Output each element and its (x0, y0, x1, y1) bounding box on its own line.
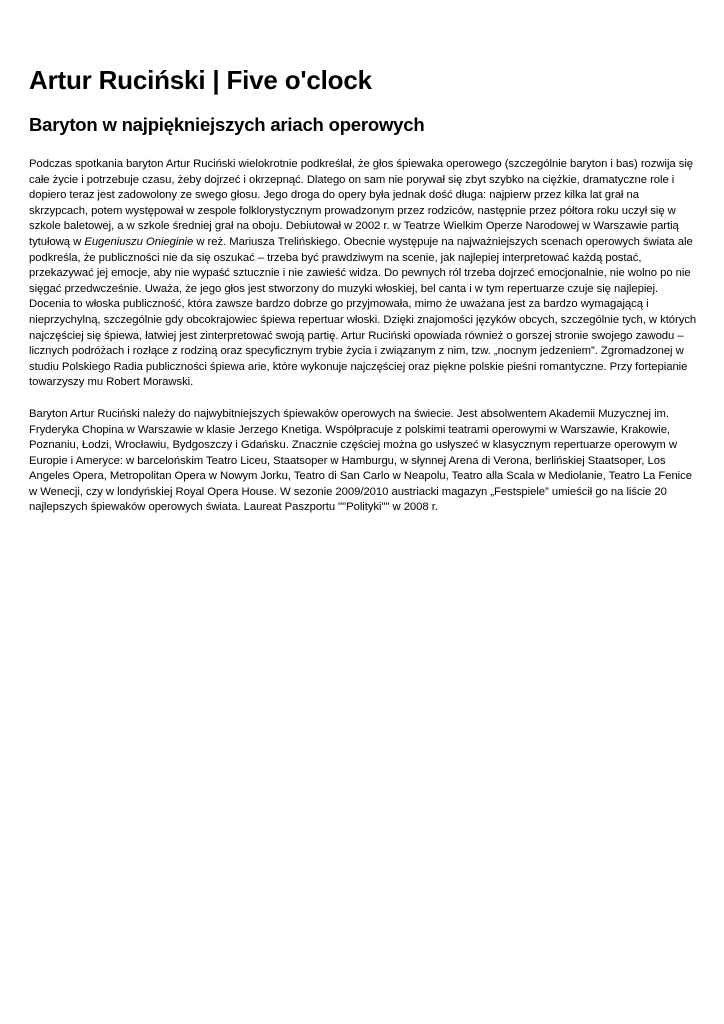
page-subtitle: Baryton w najpiękniejszych ariach operowych (29, 114, 425, 135)
paragraph-biography: Baryton Artur Ruciński należy do najwybitniejszych śpiewaków operowych na świecie. Jest absolwentem Akademii Muzycznej im. Fryderyka Chopina w Warszawie w klasie Jerzego Knetiga. Współpracuje z polskimi teatrami operowymi w Warszawie, Krakowie, Poznaniu, Łodzi, Wrocławiu, Bydgoszczy i Gdańsku. Znacznie częściej można go usłyszeć w klasycznym repertuarze operowym w Europie i Ameryce: w barcelońskim Teatro Liceu, Staatsoper w Hamburgu, w słynnej Arena di Verona, berlińskiej Staatsoper, Los Angeles Opera, Metropolitan Opera w Nowym Jorku, Teatro di San Carlo w Neapolu, Teatro alla Scala w Mediolanie, Teatro La Fenice w Wenecji, czy w londyńskiej Royal Opera House. W sezonie 2009/2010 austriacki magazyn „Festspiele” umieścił go na liście 20 najlepszych śpiewaków operowych świata. Laureat Paszportu ""Polityki"" w 2008 r. (29, 407, 692, 514)
paragraph-interview (29, 157, 697, 391)
paragraph-interview-part2: w reż. Mariusza Trelińskiego. Obecnie występuje na najważniejszych scenach operowych świata ale podkreśla, że publiczności nie da się oszukać – trzeba być prawdziwym na scenie, jak najlepiej interpretować każdą postać, przekazywać jej emocje, aby nie wypaść sztucznie i nie zawieść widza. Do pewnych ról trzeba dojrzeć emocjonalnie, nie wolno po nie sięgać przedwcześnie. Uważa, że jego głos jest stworzony do muzyki włoskiej, bel canta i w tym repertuarze czuje się najlepiej. Docenia to włoska publiczność, która zawsze bardzo dobrze go przyjmowała, mimo że uważana jest za bardzo wymagającą i nieprzychylną, szczególnie gdy obcokrajowiec śpiewa repertuar włoski. Dzięki znajomości języków obcych, szczególnie tych, w których najczęściej się śpiewa, łatwiej jest zinterpretować swoją partię. Artur Ruciński opowiada również o gorszej stronie swojego zawodu – licznych podróżach i rozłące z rodziną oraz specyficznym trybie życia i związanym z nim, tzw. „nocnym jedzeniem”. Zgromadzonej w studiu Polskiego Radia publiczności śpiewa arie, które wykonuje najczęściej oraz piękne polskie pieśni romantyczne. Przy fortepianie towarzyszy mu Robert Morawski. (29, 235, 697, 389)
opera-title-italic: Eugeniuszu Onieginie (84, 235, 194, 248)
document-page (29, 60, 697, 516)
page-title: Artur Ruciński | Five o'clock (29, 65, 372, 95)
paragraph-interview-part1: Podczas spotkania baryton Artur Ruciński wielokrotnie podkreślał, że głos śpiewaka operowego (szczególnie baryton i bas) rozwija się całe życie i potrzebuje czasu, żeby dojrzeć i okrzepnąć. Dlatego on sam nie porywał się zbyt szybko na ciężkie, dramatyczne role i dopiero teraz jest zadowolony ze swego głosu. Jego droga do opery była jednak dość długa: najpierw przez kilka lat grał na skrzypcach, potem występował w zespole folklorystycznym prowadzonym przez rodziców, następnie przez półtora roku uczył się w szkole baletowej, a w szkole średniej grał na oboju. Debiutował w 2002 r. w Teatrze Wielkim Operze Narodowej w Warszawie partią tytułową w (29, 158, 694, 248)
